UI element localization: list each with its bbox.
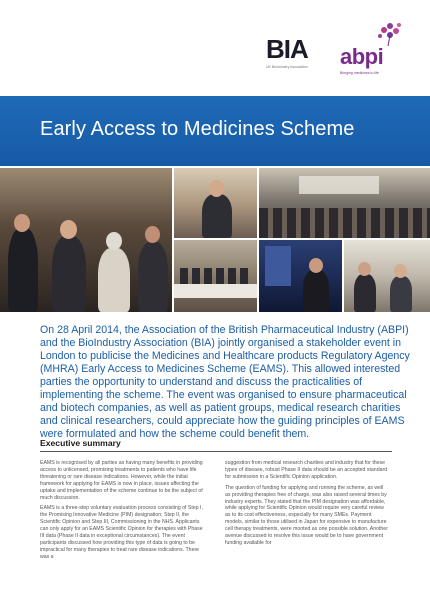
title-banner bbox=[0, 96, 430, 166]
bia-logo-mark: BIA bbox=[266, 34, 308, 64]
abpi-logo-word: abpi bbox=[340, 44, 384, 69]
bia-logo bbox=[266, 36, 326, 69]
summary-paragraph: The question of funding for applying and running the scheme, as well as providing therapies free of charge, was also raised several times by industry experts. They stated that the PIM designation was affordable, while applying for Scientific Opinion would require very careful review as to its cost effectiveness, especially for many SMEs. Payment models, similar to those utilised in Japan for expensive to manufacture cell therapy treatments, were mooted as one possible solution. Another avenue discussed to resolve this issue would be to have government funding available for bbox=[225, 484, 388, 546]
event-photo-collage bbox=[0, 168, 430, 312]
executive-summary-column-right bbox=[225, 460, 390, 551]
page-title: Early Access to Medicines Scheme bbox=[40, 118, 355, 140]
summary-paragraph: EAMS is recognised by all parties as having many benefits in providing access to unlicensed, promising treatments to patients who have life threatening or rare disease indications. However, while the initial framework for applying for EAMS is now in place, issues affecting the uptake and implementation of the scheme continue to be the subject of much discussion. bbox=[40, 460, 203, 501]
summary-paragraph: suggestion from medical research charities and industry that for these types of disease, robust Phase II data should be an accepted standard for submission in a Scientific Opinion application. bbox=[225, 460, 388, 480]
intro-paragraph bbox=[40, 324, 410, 441]
bia-logo-subtitle: UK BioIndustry Association bbox=[266, 65, 309, 69]
event-photo-audience bbox=[259, 168, 430, 238]
abpi-logo-subtitle: Bringing medicines to life bbox=[340, 71, 379, 75]
event-photo-crowd bbox=[0, 168, 172, 312]
executive-summary-heading: Executive summary bbox=[40, 438, 392, 452]
event-photo-panel-discussion bbox=[344, 240, 430, 312]
event-photo-lectern bbox=[259, 240, 342, 312]
executive-summary-column-left bbox=[40, 460, 205, 565]
summary-paragraph: EAMS is a three-step voluntary evaluation process consisting of Step I, the Promising Innovative Medicine (PIM) designation; Step II, the Scientific Opinion and Step III, Commissioning in the NHS. Applicants can only apply for an EAMS Scientific Opinion for therapies with Phase III data (Phase II data in exceptional circumstances). The event participants discussed how providing this type of data is going to be impractical for many therapies to treat rare disease indications. There was a bbox=[40, 505, 203, 560]
header-logos bbox=[266, 22, 416, 82]
event-photo-panel-table bbox=[174, 240, 257, 312]
event-photo-speaker bbox=[174, 168, 257, 238]
intro-text: On 28 April 2014, the Association of the British Pharmaceutical Industry (ABPI) and the BioIndustry Association (BIA) jointly organised a stakeholder event in London to publicise the Medicines and Healthcare products Regulatory Agency (MHRA) Early Access to Medicines Scheme (EAMS). This allowed interested parties the opportunity to understand and discuss the practicalities of implementing the scheme. The event was organised to ensure pharmaceutical and biotech companies, as well as patient groups, medical research charities and clinical researchers, could appreciate how the guiding principles of EAMS were formulated and how the scheme could benefit them. bbox=[40, 324, 410, 440]
